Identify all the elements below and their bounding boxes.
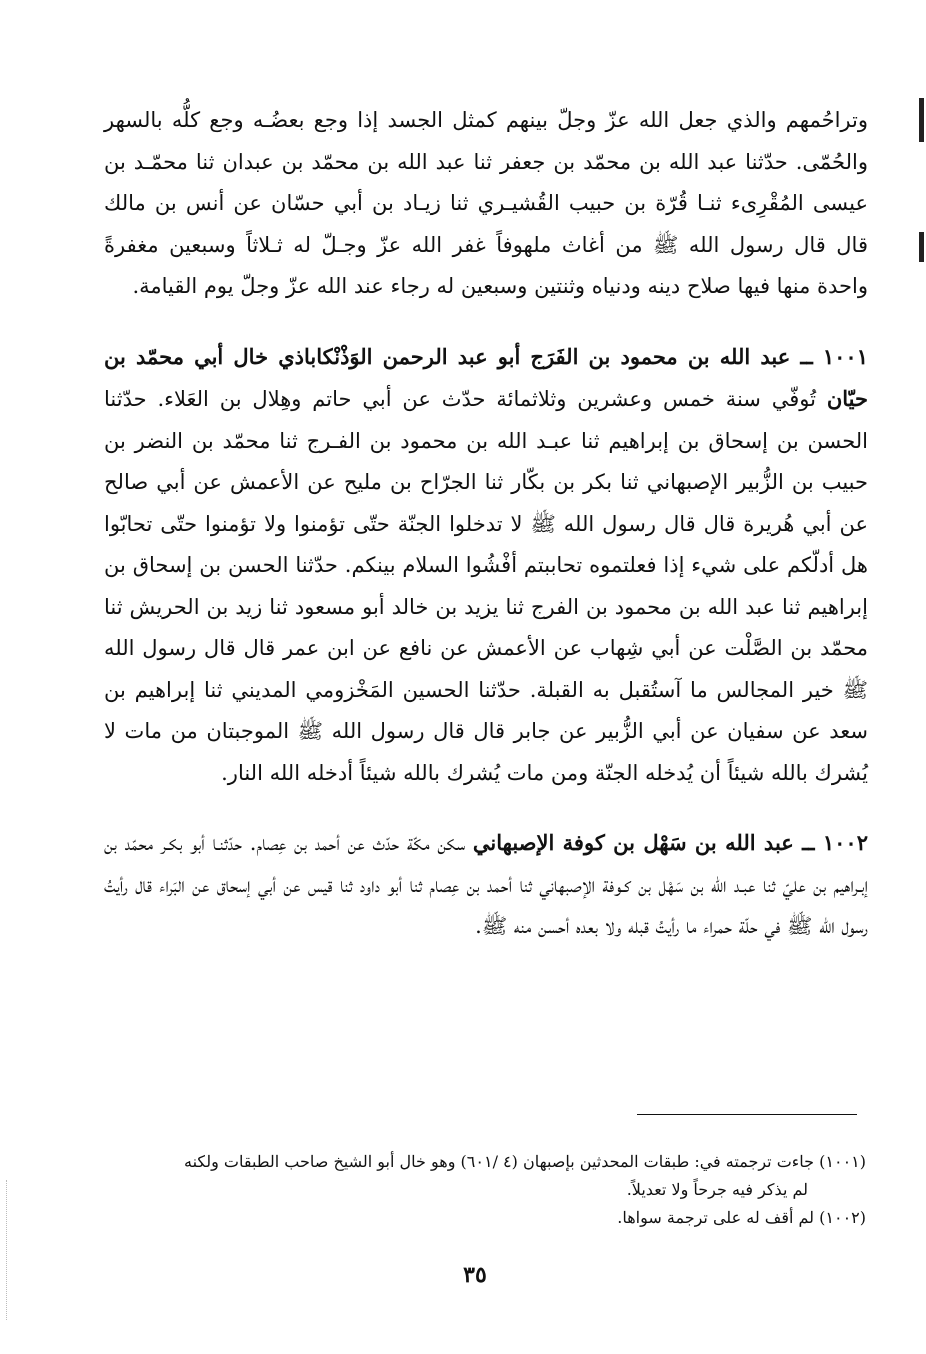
entry-body: تُوفّي سنة خمس وعشرين وثلاثمائة حدّث عن أبي حاتم وهِلال بن العَلاء. حدّثنا الحسن بن إسحاق بن إبراهيم ثنا عبـد الله بن محمود بن الفـرج ثنا محمّد بن النضر بن حبيب بن الزُّبير الإصبهاني ثنا بكر بن بكّار ثنا الجرّاح بن مليح عن الأعمش عن أبي صالح عن أبي هُريرة قال قال رسول الله ﷺ لا تدخلوا الجنّة حتّى تؤمنوا ولا تؤمنوا حتّى تحابّوا هل أدلّكم على شيء إذا فعلتموه تحاببتم أفْشُوا السلام بينكم. حدّثنا الحسن بن إسحاق بن إبراهيم ثنا عبد الله بن محمود بن الفرج ثنا يزيد بن خالد أبو مسعود ثنا زيد بن الحريش ثنا محمّد بن الصَّلْت عن أبي شِهاب عن الأعمش عن نافع عن ابن عمر قال قال رسول الله ﷺ خير المجالس ما آستُقبل به القبلة. حدّثنا الحسين المَخْزومي المديني ثنا إبراهيم بن سعد عن سفيان عن أبي الزُّبير عن جابر قال قال رسول الله ﷺ الموجبتان من مات لا يُشرك بالله شيئاً أن يُدخله الجنّة ومن مات يُشرك بالله شيئاً أدخله الله النار. [104,387,868,785]
entry-1001 [104,336,868,795]
entry-heading: ١٠٠١ ــ عبد الله بن محمود بن الفَرَج أبو عبد الرحمن الوَذْنْكاباذي خال أبي محمّد بن حيّان [104,343,868,411]
scan-edge-dots [6,1180,9,1320]
entry-1002 [104,822,868,948]
scan-edge-mark [919,98,924,142]
footnote-1001 [104,1148,866,1204]
scan-edge-mark [919,232,924,262]
footnote-continuation: لم يذكر فيه جرحاً ولا تعديلاً. [626,1180,808,1199]
page-number: ٣٥ [463,1262,487,1288]
footnote-1002 [104,1204,866,1232]
footnote-text: (١٠٠٢) لم أقف له على ترجمة سواها. [617,1208,866,1227]
entry-body: سكن مكّة حدّث عن أحمد بن عِصام. حدّثنـا أبو بكـر محمّد بن إبـراهيم بن عليّ ثنا عبـد الله بن سَهْل بن كـوفة الإصبهاني ثنا أحمد بن عِصام ثنا أبو داود ثنا قيس عن أبي إسحاق عن البَراء قال رأيتُ رسول الله ﷺ في حلّة حمراء ما رأيتُ قبله ولا بعده أحسن منه ﷺ. [104,831,868,938]
footnote-text: (١٠٠١) جاءت ترجمته في: طبقات المحدثين بإصبهان (٤ /٦٠١) وهو خال أبو الشيخ صاحب الطبقات ولكنه [183,1152,866,1171]
entry-heading: ١٠٠٢ ــ عبد الله بن سَهْل بن كوفة الإصبهاني [472,830,868,855]
main-text [104,100,868,976]
footnote-divider [637,1114,857,1115]
footnotes [104,1148,866,1232]
intro-paragraph: وتراحُمهم والذي جعل الله عزّ وجلّ بينهم كمثل الجسد إذا وجع بعضُـه وجع كلُّه بالسهر والحُمّى. حدّثنا عبد الله بن محمّد بن جعفر ثنا عبد الله بن محمّد بن عبدان ثنا محمّـد بن عيسى المُقْرِىء ثنـا قُرّة بن حبيب القُشيـري ثنا زيـاد بن أبي حسّان عن أنس بن مالك قال قال رسول الله ﷺ من أغاث ملهوفاً غفر الله عزّ وجـلّ له ثـلاثاً وسبعين مغفرةً واحدة منها فيها صلاح دينه ودنياه وثنتين وسبعين له رجاء عند الله عزّ وجلّ يوم القيامة. [104,108,868,298]
